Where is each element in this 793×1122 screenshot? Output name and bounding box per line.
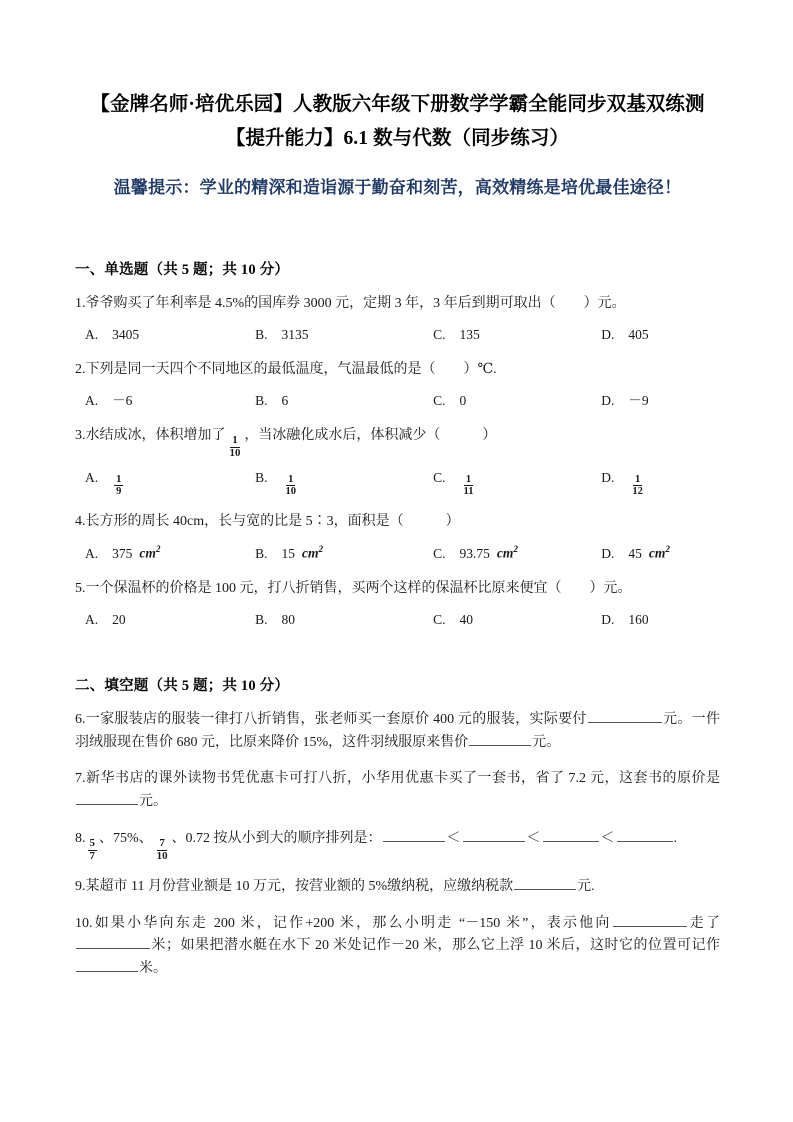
question-2-option-b[interactable]: [255, 391, 433, 411]
question-10-blank-3[interactable]: [76, 971, 138, 972]
question-8-blank-1[interactable]: [383, 841, 445, 842]
question-3-number: 3.: [75, 427, 86, 443]
option-letter: A.: [85, 611, 99, 627]
question-9-number: 9.: [75, 879, 86, 894]
question-8-fraction-1: [88, 838, 97, 862]
question-2-number: 2.: [75, 361, 86, 377]
question-8-mid2: 、0.72 按从小到大的顺序排列是：: [171, 830, 382, 846]
question-8-blank-3[interactable]: [543, 841, 599, 842]
option-letter: B.: [255, 545, 268, 561]
unit-base: cm: [496, 545, 514, 561]
question-8-answer-sequence: [382, 831, 678, 846]
question-5-text: 一个保温杯的价格是 100 元，打八折销售，买两个这样的保温杯比原来便宜（ ）元。: [85, 580, 632, 596]
question-10-part2: 走了: [687, 915, 720, 931]
question-4-option-c[interactable]: [433, 543, 601, 564]
option-letter: A.: [85, 326, 99, 342]
fraction-numerator: 1: [116, 474, 122, 486]
option-fraction: [630, 474, 645, 497]
unit-base: cm: [302, 545, 319, 561]
unit-exponent: 2: [155, 544, 161, 555]
option-value: 160: [628, 611, 649, 627]
unit-cm-squared: [649, 543, 670, 564]
question-10-blank-2[interactable]: [76, 948, 150, 949]
fraction-numerator: 5: [89, 837, 95, 850]
question-4-option-d[interactable]: [601, 543, 720, 564]
fraction-numerator: 1: [288, 474, 294, 486]
option-value: 93.75: [459, 545, 490, 561]
option-letter: D.: [601, 392, 615, 408]
question-10-part4: 米。: [139, 961, 167, 977]
option-letter: B.: [255, 611, 268, 627]
unit-exponent: 2: [318, 544, 324, 555]
less-than-1: ＜: [446, 830, 461, 846]
option-value: 15: [281, 545, 296, 561]
section-header-fill-in-blank: 二、填空题（共 5 题；共 10 分）: [75, 677, 290, 694]
question-4-text: 长方形的周长 40cm，长与宽的比是 5∶3，面积是（ ）: [85, 514, 460, 530]
question-3-options: [75, 468, 720, 497]
question-8-mid1: 、75%、: [98, 830, 153, 846]
unit-cm-squared: [302, 543, 323, 564]
option-letter: A.: [85, 545, 99, 561]
option-value: 40: [459, 611, 474, 627]
fraction-denominator: 9: [116, 486, 122, 498]
fraction-denominator: 11: [463, 486, 474, 498]
question-7: [75, 768, 720, 813]
document-title-line2: 【提升能力】6.1 数与代数（同步练习）: [225, 127, 570, 149]
question-8-fraction-2: [155, 838, 170, 862]
fraction-denominator: 10: [285, 486, 297, 498]
question-6-part1: 一家服装店的服装一律打八折销售，张老师买一套原价 400 元的服装，实际要付: [85, 711, 587, 727]
question-1-text: 爷爷购买了年利率是 4.5%的国库券 3000 元，定期 3 年，3 年后到期可取出（ ）元。: [85, 296, 626, 312]
question-9-blank-1[interactable]: [514, 889, 576, 890]
option-value: －6: [112, 392, 133, 408]
question-5: [75, 578, 720, 601]
question-5-option-a[interactable]: [75, 610, 255, 630]
question-8: [75, 828, 720, 862]
option-letter: D.: [601, 545, 615, 561]
unit-cm-squared: [497, 543, 518, 564]
section-fill-in-blank: [75, 674, 720, 981]
question-10-part1: 如果小华向东走 200 米，记作+200 米，那么小明走 “－150 米”，表示他向: [92, 915, 612, 931]
option-fraction: [114, 474, 123, 497]
document-content: [75, 88, 720, 981]
question-3: [75, 425, 720, 459]
question-5-option-c[interactable]: [433, 610, 601, 630]
fraction-denominator: 12: [632, 486, 643, 498]
option-letter: C.: [433, 470, 446, 486]
question-7-blank-1[interactable]: [76, 804, 138, 805]
option-letter: D.: [601, 470, 615, 486]
option-value: 3405: [112, 326, 140, 342]
question-10: [75, 913, 720, 981]
option-value: 45: [628, 545, 642, 561]
less-than-2: ＜: [526, 830, 541, 846]
question-2-text: 下列是同一天四个不同地区的最低温度，气温最低的是（ ）℃.: [85, 361, 497, 377]
question-3-option-d[interactable]: [601, 468, 720, 497]
document-hint: 温馨提示：学业的精深和造诣源于勤奋和刻苦，高效精练是培优最佳途径！: [113, 178, 682, 198]
option-letter: D.: [601, 611, 615, 627]
option-letter: C.: [433, 326, 446, 342]
unit-base: cm: [139, 545, 156, 561]
question-8-tail: .: [673, 830, 678, 846]
question-1-option-b[interactable]: [255, 325, 433, 345]
question-2-option-d[interactable]: [601, 391, 720, 411]
question-3-option-a[interactable]: [75, 468, 255, 497]
question-2: [75, 359, 720, 382]
question-10-number: 10.: [75, 915, 93, 931]
question-7-number: 7.: [75, 771, 86, 787]
option-value: 0: [459, 392, 467, 408]
unit-cm-squared: [139, 543, 160, 564]
option-value: 80: [281, 611, 296, 627]
question-5-options: [75, 610, 720, 630]
unit-exponent: 2: [665, 544, 671, 555]
question-4: [75, 511, 720, 534]
question-4-number: 4.: [75, 514, 86, 530]
option-letter: B.: [255, 470, 268, 486]
option-value: 20: [112, 611, 126, 627]
question-7-part1: 新华书店的课外读物书凭优惠卡可打八折，小华用优惠卡买了一套书，省了 7.2 元，这套书的原价是: [85, 771, 720, 787]
option-letter: B.: [255, 326, 268, 342]
document-title: [75, 88, 720, 155]
fraction-denominator: 10: [229, 446, 241, 459]
fraction-numerator: 1: [635, 474, 641, 486]
question-9-part2: 元.: [577, 879, 595, 894]
option-letter: B.: [255, 392, 268, 408]
option-value: 405: [628, 326, 649, 342]
option-letter: C.: [433, 611, 446, 627]
fraction-numerator: 7: [159, 837, 165, 850]
option-letter: A.: [85, 392, 99, 408]
question-2-options: [75, 391, 720, 411]
option-value: 135: [459, 326, 480, 342]
question-6-part2: 元。一件羽绒服现在售价 680 元，比原来降价 15%，这件羽绒服原来售价: [75, 711, 720, 750]
unit-base: cm: [648, 545, 666, 561]
question-3-fraction: [228, 435, 243, 459]
question-6-number: 6.: [75, 711, 86, 727]
option-fraction: [284, 474, 299, 497]
question-1-options: [75, 325, 720, 345]
question-3-text-after: ，当冰融化成水后，体积减少（ ）: [244, 427, 497, 443]
question-10-part3: 米；如果把潜水艇在水下 20 米处记作－20 米，那么它上浮 10 米后，这时它的位置可记作: [151, 938, 720, 954]
option-value: －9: [628, 392, 649, 408]
question-1-option-d[interactable]: [601, 325, 720, 345]
fraction-denominator: 10: [156, 849, 168, 862]
option-letter: C.: [433, 545, 446, 561]
fraction-numerator: 1: [232, 434, 238, 447]
question-8-number: 8.: [75, 830, 86, 846]
option-fraction: [462, 474, 476, 497]
question-6-blank-2[interactable]: [469, 745, 531, 746]
question-5-option-b[interactable]: [255, 610, 433, 630]
option-value: 3135: [281, 326, 309, 342]
question-9-part1: 某超市 11 月份营业额是 10 万元，按营业额的 5%缴纳税，应缴纳税款: [85, 879, 514, 894]
question-7-part2: 元。: [139, 793, 167, 809]
less-than-3: ＜: [600, 830, 615, 846]
option-letter: A.: [85, 470, 99, 486]
question-1: [75, 293, 720, 316]
question-4-option-b[interactable]: [255, 543, 433, 564]
question-3-text-before: 水结成冰，体积增加了: [85, 427, 226, 443]
question-3-option-c[interactable]: [433, 468, 601, 497]
option-letter: C.: [433, 392, 446, 408]
question-5-number: 5.: [75, 580, 86, 596]
question-6-part3: 元。: [532, 734, 561, 750]
question-1-option-c[interactable]: [433, 325, 601, 345]
question-8-blank-2[interactable]: [463, 841, 525, 842]
fraction-numerator: 1: [465, 474, 472, 486]
document-title-line1: 【金牌名师·培优乐园】人教版六年级下册数学学霸全能同步双基双练测: [90, 94, 705, 115]
unit-exponent: 2: [513, 544, 519, 555]
question-4-options: [75, 543, 720, 564]
question-1-number: 1.: [75, 296, 86, 312]
question-10-blank-1[interactable]: [613, 926, 687, 927]
question-3-option-b[interactable]: [255, 468, 433, 497]
question-5-option-d[interactable]: [601, 610, 720, 630]
section-header-single-choice: 一、单选题（共 5 题；共 10 分）: [75, 262, 290, 279]
question-9: [75, 876, 720, 899]
question-2-option-a[interactable]: [75, 391, 255, 411]
question-2-option-c[interactable]: [433, 391, 601, 411]
fraction-denominator: 7: [89, 849, 95, 862]
question-6: [75, 709, 720, 754]
question-4-option-a[interactable]: [75, 543, 255, 564]
question-8-blank-4[interactable]: [617, 841, 673, 842]
question-1-option-a[interactable]: [75, 325, 255, 345]
question-6-blank-1[interactable]: [588, 722, 662, 723]
option-value: 6: [281, 392, 289, 408]
section-single-choice: [75, 258, 720, 630]
option-value: 375: [112, 545, 133, 561]
option-letter: D.: [601, 326, 615, 342]
